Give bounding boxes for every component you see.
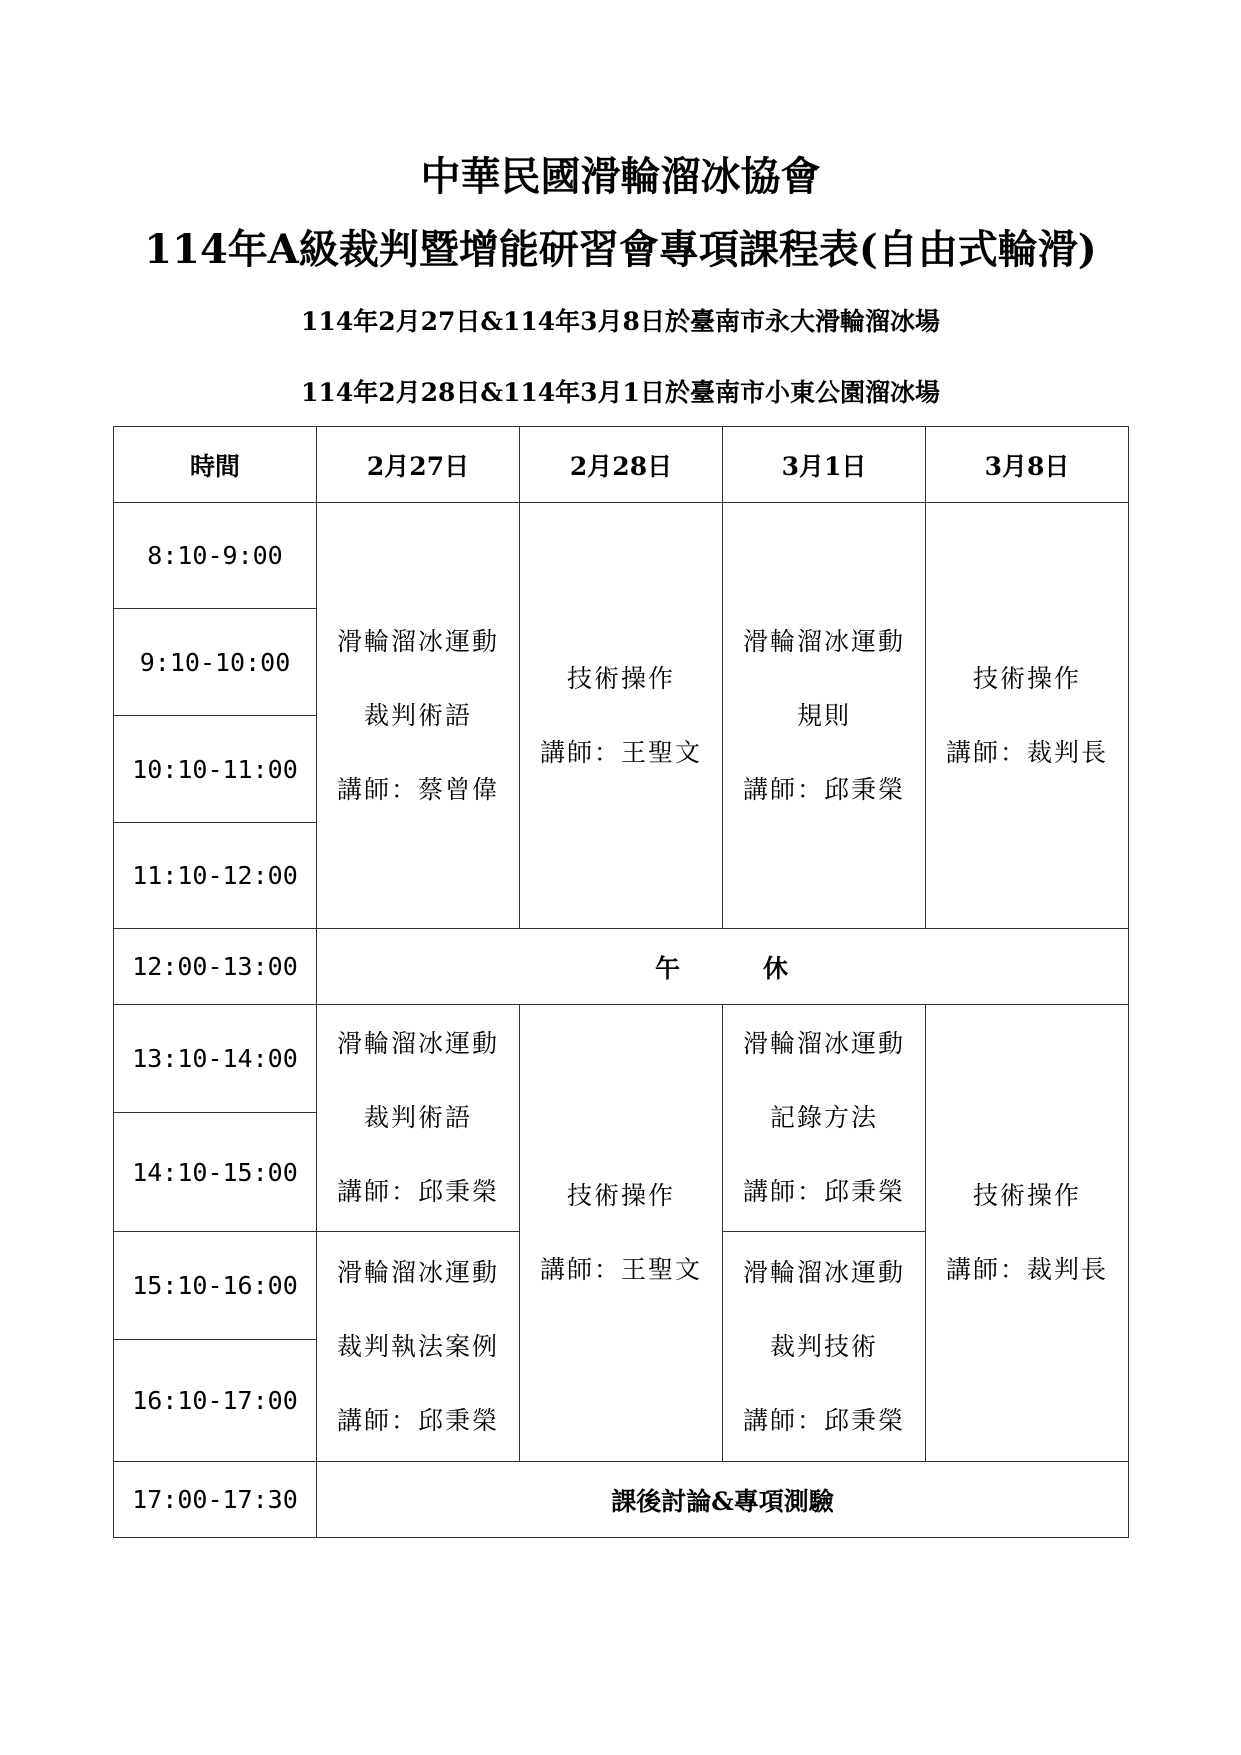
time-cell: 17:00-17:30: [114, 1462, 317, 1538]
time-cell: 9:10-10:00: [114, 609, 317, 716]
venue-line-2: 114年2月28日&114年3月1日於臺南市小東公園溜冰場: [301, 378, 940, 407]
session-instructor: 講師：邱秉榮: [336, 1177, 499, 1206]
lunch-break: 午 休: [317, 929, 1129, 1005]
session-title: 滑輪溜冰運動: [336, 626, 499, 656]
closing-session: 課後討論&專項測驗: [317, 1462, 1129, 1538]
session-mar8-morning: [926, 503, 1129, 929]
table-row: [114, 929, 1129, 1005]
time-cell: 12:00-13:00: [114, 929, 317, 1005]
session-mar1-afternoon-1: [723, 1005, 926, 1232]
session-title: 技術操作: [972, 663, 1081, 693]
col-header-feb27: 2月27日: [317, 427, 520, 503]
session-mar8-afternoon: [926, 1005, 1129, 1462]
session-mar1-afternoon-2: [723, 1232, 926, 1462]
session-topic: 裁判執法案例: [336, 1331, 499, 1361]
time-cell: 16:10-17:00: [114, 1340, 317, 1462]
session-feb28-morning: [520, 503, 723, 929]
session-title: 滑輪溜冰運動: [742, 1029, 905, 1058]
document-title: 114年A級裁判暨增能研習會專項課程表(自由式輪滑): [144, 226, 1097, 273]
session-topic: 記錄方法: [769, 1103, 878, 1132]
time-cell: 8:10-9:00: [114, 503, 317, 609]
session-instructor: 講師：邱秉榮: [742, 774, 905, 804]
col-header-time: 時間: [114, 427, 317, 503]
session-title: 技術操作: [566, 663, 675, 693]
session-title: 滑輪溜冰運動: [336, 1257, 499, 1287]
table-row: [114, 1462, 1129, 1538]
session-instructor: 講師：蔡曾偉: [336, 774, 499, 804]
venue-line-1: 114年2月27日&114年3月8日於臺南市永大滑輪溜冰場: [301, 307, 940, 336]
session-feb27-morning: [317, 503, 520, 929]
col-header-feb28: 2月28日: [520, 427, 723, 503]
session-feb27-afternoon-2: [317, 1232, 520, 1462]
session-instructor: 講師：裁判長: [945, 737, 1108, 767]
session-instructor: 講師：邱秉榮: [336, 1405, 499, 1435]
session-topic: 裁判術語: [363, 700, 472, 730]
session-instructor: 講師：邱秉榮: [742, 1177, 905, 1206]
table-row: [114, 503, 1129, 609]
session-feb28-afternoon: [520, 1005, 723, 1462]
session-instructor: 講師：王聖文: [539, 737, 702, 767]
header-row: [114, 427, 1129, 503]
session-topic: 規則: [796, 700, 851, 730]
time-cell: 13:10-14:00: [114, 1005, 317, 1113]
session-title: 滑輪溜冰運動: [742, 1257, 905, 1287]
session-topic: 裁判技術: [769, 1331, 878, 1361]
session-title: 技術操作: [566, 1181, 675, 1210]
session-instructor: 講師：王聖文: [539, 1255, 702, 1284]
col-header-mar8: 3月8日: [926, 427, 1129, 503]
table-row: [114, 1005, 1129, 1113]
session-instructor: 講師：邱秉榮: [742, 1405, 905, 1435]
session-title: 技術操作: [972, 1181, 1081, 1210]
session-title: 滑輪溜冰運動: [336, 1029, 499, 1058]
organization-name: 中華民國滑輪溜冰協會: [420, 153, 821, 200]
time-cell: 10:10-11:00: [114, 716, 317, 823]
time-cell: 15:10-16:00: [114, 1232, 317, 1340]
session-title: 滑輪溜冰運動: [742, 626, 905, 656]
session-feb27-afternoon-1: [317, 1005, 520, 1232]
col-header-mar1: 3月1日: [723, 427, 926, 503]
time-cell: 14:10-15:00: [114, 1113, 317, 1232]
session-topic: 裁判術語: [363, 1103, 472, 1132]
session-instructor: 講師：裁判長: [945, 1255, 1108, 1284]
session-mar1-morning: [723, 503, 926, 929]
schedule-table: [113, 426, 1129, 1538]
time-cell: 11:10-12:00: [114, 823, 317, 929]
